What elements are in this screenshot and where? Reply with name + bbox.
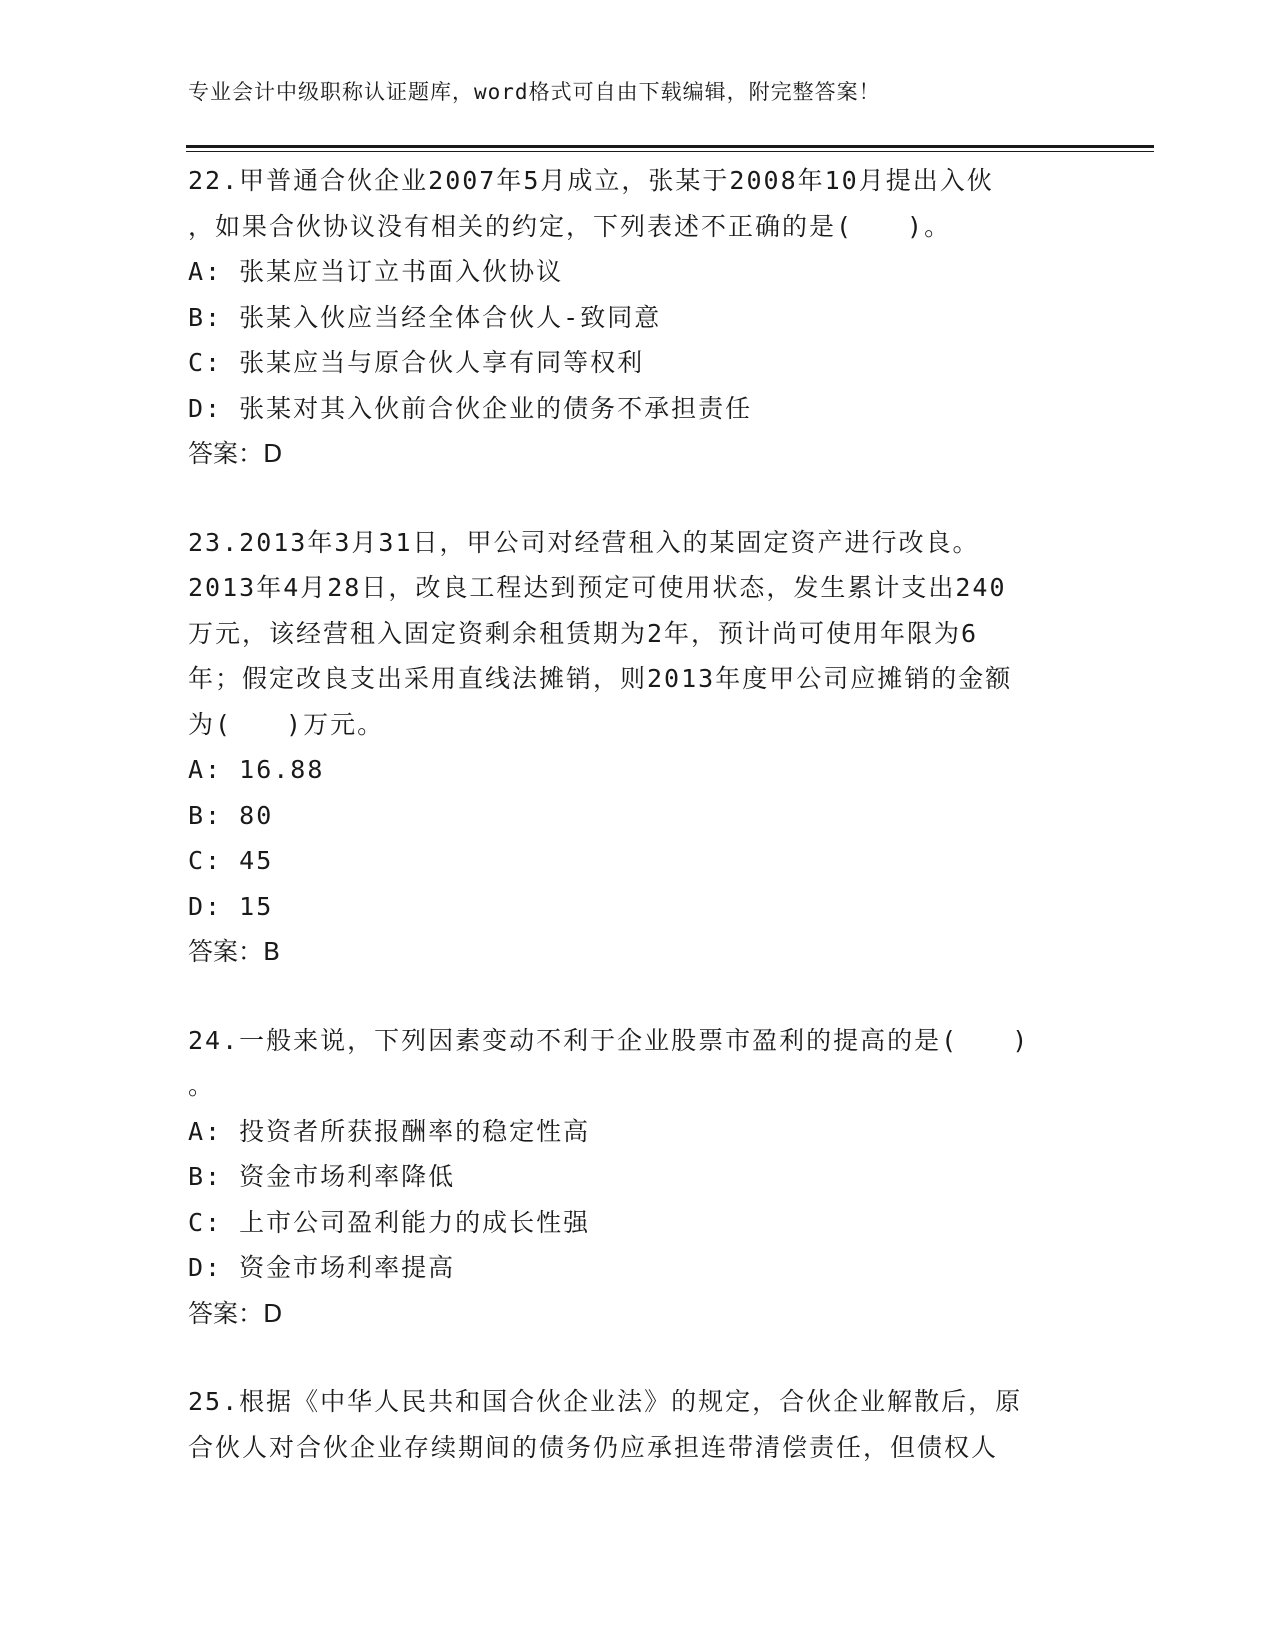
- option-b: B: 80: [188, 800, 274, 830]
- question-stem-line: 23.2013年3月31日，甲公司对经营租入的某固定资产进行改良。: [188, 527, 980, 557]
- option-a: A: 投资者所获报酬率的稳定性高: [188, 1116, 591, 1146]
- answer-line: 答案：D: [188, 1298, 283, 1328]
- question-stem-line: 。: [188, 1071, 216, 1100]
- option-c: C: 张某应当与原合伙人享有同等权利: [188, 348, 645, 377]
- question-22: [188, 158, 1088, 477]
- option-d: D: 15: [188, 891, 274, 921]
- answer-line: 答案：D: [188, 439, 283, 468]
- option-c: C: 45: [188, 846, 274, 875]
- option-a: A: 16.88: [188, 755, 325, 784]
- option-b: B: 资金市场利率降低: [188, 1162, 456, 1191]
- option-a: A: 张某应当订立书面入伙协议: [188, 257, 564, 286]
- question-stem-line: 年；假定改良支出采用直线法摊销，则2013年度甲公司应摊销的金额: [188, 664, 1013, 693]
- question-stem-line: 25.根据《中华人民共和国合伙企业法》的规定，合伙企业解散后，原: [188, 1387, 1023, 1416]
- option-d: D: 资金市场利率提高: [188, 1253, 456, 1282]
- question-list: [188, 158, 1088, 1513]
- question-stem-line: 为( )万元。: [188, 709, 385, 739]
- question-23: [188, 520, 1088, 975]
- answer-line: 答案：B: [188, 937, 281, 966]
- header-divider-thick: [186, 145, 1154, 148]
- question-stem-line: 22.甲普通合伙企业2007年5月成立，张某于2008年10月提出入伙: [188, 166, 994, 195]
- question-24: [188, 1018, 1088, 1337]
- header-divider-thin: [186, 151, 1154, 152]
- question-25: [188, 1379, 1088, 1470]
- question-stem-line: 万元，该经营租入固定资剩余租赁期为2年，预计尚可使用年限为6: [188, 618, 979, 648]
- question-stem-line: 合伙人对合伙企业存续期间的债务仍应承担连带清偿责任，但债权人: [188, 1432, 999, 1462]
- option-d: D: 张某对其入伙前合伙企业的债务不承担责任: [188, 393, 753, 423]
- question-stem-line: 24.一般来说，下列因素变动不利于企业股票市盈利的提高的是( ): [188, 1025, 1030, 1055]
- option-c: C: 上市公司盈利能力的成长性强: [188, 1207, 591, 1237]
- question-stem-line: 2013年4月28日，改良工程达到预定可使用状态，发生累计支出240: [188, 573, 1007, 602]
- option-b: B: 张某入伙应当经全体合伙人-致同意: [188, 302, 662, 332]
- page-header: 专业会计中级职称认证题库，word格式可自由下载编辑，附完整答案！: [188, 80, 881, 104]
- question-stem-line: ，如果合伙协议没有相关的约定，下列表述不正确的是( )。: [188, 211, 952, 241]
